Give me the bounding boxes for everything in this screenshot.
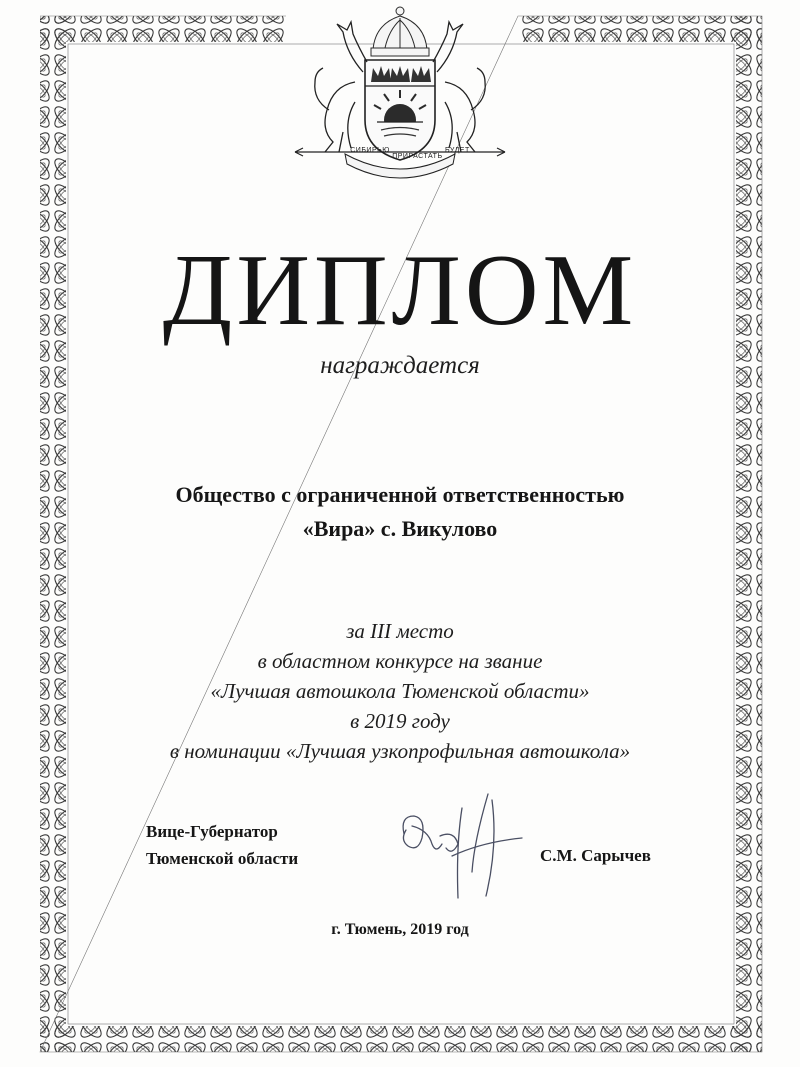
award-reason [0, 616, 800, 766]
motto-right: БУДЕТ [445, 147, 470, 154]
reason-line-2: в областном конкурсе на звание [257, 649, 543, 673]
emblem-motto [330, 147, 490, 160]
reason-line-5: в номинации «Лучшая узкопрофильная автошкола» [169, 739, 631, 763]
signer-name: С.М. Сарычев [540, 846, 651, 865]
diploma-title: ДИПЛОМ [162, 234, 638, 347]
motto-center: ПРИРАСТАТЬ [392, 153, 443, 160]
recipient-line-2: «Вира» с. Викулово [302, 516, 498, 541]
signer-position [146, 818, 298, 872]
signer-title-line-1: Вице-Губернатор [146, 822, 278, 841]
motto-left: СИБИРЬЮ [350, 147, 390, 154]
awarded-label: награждается [320, 352, 480, 379]
reason-line-3: «Лучшая автошкола Тюменской области» [210, 679, 590, 703]
recipient-line-1: Общество с ограниченной ответственностью [175, 482, 625, 507]
reason-line-4: в 2019 году [350, 709, 450, 733]
reason-line-1: за III место [346, 619, 454, 643]
handwritten-signature-icon [392, 786, 542, 906]
signer-title-line-2: Тюменской области [146, 849, 299, 868]
place-and-date: г. Тюмень, 2019 год [331, 921, 469, 938]
recipient-name [0, 478, 800, 546]
